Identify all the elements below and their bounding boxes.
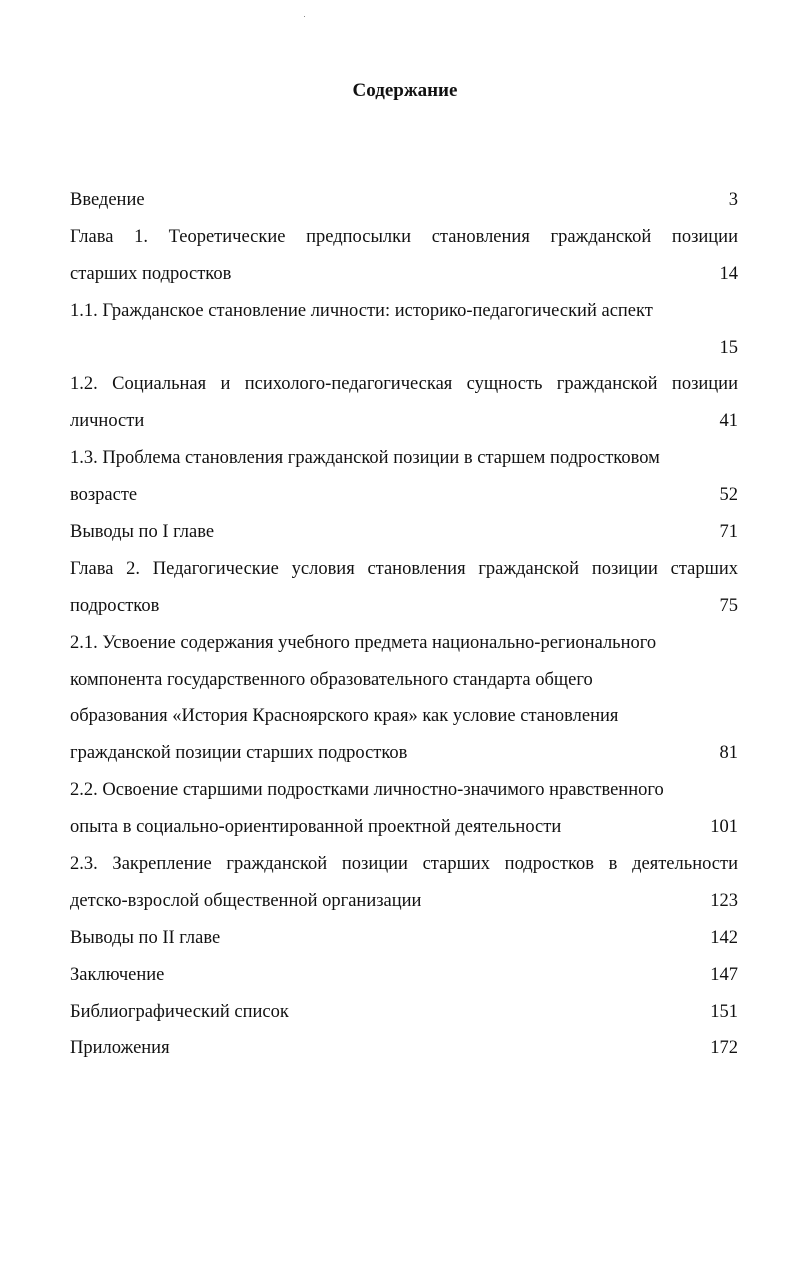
table-of-contents [70,186,738,1071]
toc-entry-bibliography [70,998,738,1035]
toc-entry-chapter-1: Глава 1. Теоретические предпосылки становления гражданской позиции [70,226,738,247]
toc-entry-chapter-1-cont [70,260,738,297]
toc-entry-text: старших подростков [70,263,232,284]
toc-page-number: 71 [719,522,738,543]
toc-page-number: 75 [719,595,738,616]
toc-page-number: 101 [710,817,738,838]
scan-speck [304,16,305,17]
toc-entry-text: Выводы по II главе [70,927,221,948]
page-title: Содержание [352,80,458,101]
toc-entry-text: образования «История Красноярского края» как условие становления [70,706,619,727]
toc-entry-text: гражданской позиции старших подростков [70,743,408,764]
toc-page-number: 52 [719,485,738,506]
toc-entry-1-3 [70,444,738,481]
toc-page-number: 142 [710,927,738,948]
toc-page-number: 147 [710,964,738,985]
toc-entry-text: опыта в социально-ориентированной проектной деятельности [70,817,562,838]
toc-entry-2-1-cont [70,702,738,739]
toc-entry-1-3-cont [70,481,738,518]
toc-entry-text: возрасте [70,485,138,506]
toc-entry-2-1 [70,629,738,666]
toc-page-number: 81 [719,743,738,764]
toc-entry-text: 2.1. Усвоение содержания учебного предмета национально-регионального [70,632,657,653]
toc-entry-conclusion [70,961,738,998]
toc-entry-2-2-cont [70,813,738,850]
toc-page-number: 172 [710,1038,738,1059]
toc-entry-2-3-cont [70,887,738,924]
toc-entry-text: Введение [70,190,145,210]
toc-page-number: 123 [710,890,738,911]
toc-entry-1-1 [70,297,738,334]
toc-entry-text: 1.3. Проблема становления гражданской позиции в старшем подростковом [70,448,660,469]
toc-entry-1-2-cont [70,407,738,444]
toc-entry-text: компонента государственного образовательного стандарта общего [70,669,593,690]
toc-entry-text: Библиографический список [70,1001,289,1022]
toc-entry-conclusions-1 [70,518,738,555]
toc-entry-introduction [70,186,738,223]
toc-entry-appendices [70,1034,738,1071]
toc-entry-1-1-cont [70,334,738,371]
toc-entry-text: Заключение [70,964,165,985]
toc-entry-text: Приложения [70,1038,170,1059]
toc-entry-text: 1.1. Гражданское становление личности: историко-педагогический аспект [70,300,653,321]
toc-entry-2-2 [70,776,738,813]
toc-entry-text: детско-взрослой общественной организации [70,890,422,911]
toc-entry-2-1-cont [70,739,738,776]
toc-page-number: 14 [719,263,738,284]
toc-entry-text: подростков [70,595,160,616]
toc-page-number: 3 [728,190,738,210]
toc-page-number: 151 [710,1001,738,1022]
toc-entry-text: 2.2. Освоение старшими подростками личностно-значимого нравственного [70,780,664,801]
toc-entry-chapter-2: Глава 2. Педагогические условия становления гражданской позиции старших [70,558,738,579]
toc-entry-conclusions-2 [70,924,738,961]
toc-entry-text: личности [70,411,145,432]
toc-entry-1-2: 1.2. Социальная и психолого-педагогическая сущность гражданской позиции [70,374,738,395]
toc-entry-chapter-2-cont [70,592,738,629]
toc-page-number: 15 [719,337,738,358]
toc-entry-2-3: 2.3. Закрепление гражданской позиции старших подростков в деятельности [70,854,738,875]
toc-page-number: 41 [719,411,738,432]
toc-entry-2-1-cont [70,666,738,703]
toc-entry-text: Выводы по I главе [70,522,215,543]
